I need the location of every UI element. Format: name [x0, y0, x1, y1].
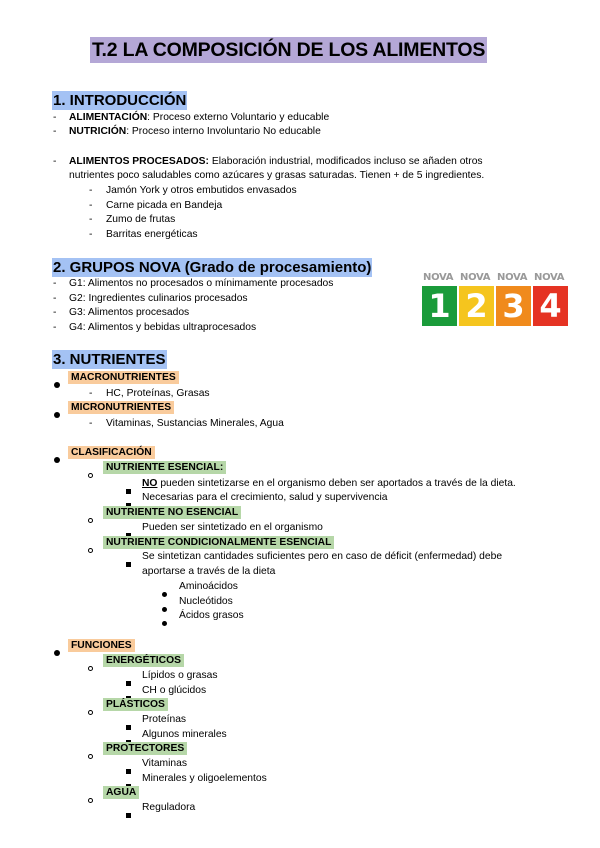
- condicional-line-1: Se sintetizan cantidades suficientes pero en caso de déficit (enfermedad) debe: [142, 551, 503, 562]
- alimentacion-desc: : Proceso externo Voluntario y educable: [147, 112, 330, 123]
- macronutrientes-label: MACRONUTRIENTES: [68, 371, 179, 384]
- funciones-label: FUNCIONES: [68, 639, 135, 652]
- nova-group-item: G1: Alimentos no procesados o mínimamente procesados: [69, 278, 334, 289]
- plasticos-label: PLÁSTICOS: [103, 698, 168, 711]
- protectores-label: PROTECTORES: [103, 742, 187, 755]
- nova-group-item: G2: Ingredientes culinarios procesados: [69, 293, 248, 304]
- esencial-line-1: [142, 477, 516, 490]
- esencial-label: NUTRIENTE ESENCIAL:: [103, 461, 226, 474]
- processed-desc-2: nutrientes poco saludables como azúcares y grasas saturadas. Tienen + de 5 ingredientes.: [69, 170, 485, 181]
- plasticos-item: Proteínas: [142, 714, 187, 725]
- dash-marker: -: [89, 214, 93, 225]
- nova-label-1: NOVA: [423, 272, 454, 283]
- nutricion-desc: : Proceso interno Involuntario No educable: [126, 126, 321, 137]
- ring-bullet-icon: [88, 658, 93, 676]
- processed-desc-1: Elaboración industrial, modificados incluso se añaden otros: [208, 156, 483, 167]
- ring-bullet-icon: [88, 746, 93, 764]
- processed-term: ALIMENTOS PROCESADOS:: [69, 156, 209, 167]
- nova-box-3: 3: [496, 286, 531, 326]
- ring-bullet-icon: [88, 465, 93, 483]
- section-1-heading: 1. INTRODUCCIÓN: [53, 92, 187, 109]
- example-item: Zumo de frutas: [106, 214, 176, 225]
- dash-marker: -: [53, 293, 57, 304]
- nova-label-4: NOVA: [534, 272, 565, 283]
- agua-label: AGUA: [103, 786, 139, 799]
- no-esencial-label: NUTRIENTE NO ESENCIAL: [103, 506, 241, 519]
- alimentacion-item: [69, 111, 329, 124]
- dash-marker: -: [53, 322, 57, 333]
- section-3-heading: 3. NUTRIENTES: [53, 351, 166, 368]
- square-bullet-icon: [126, 805, 131, 823]
- esencial-text-1: pueden sintetizarse en el organismo deben ser aportados a través de la dieta.: [157, 478, 516, 489]
- esencial-line-2: Necesarias para el crecimiento, salud y supervivencia: [142, 492, 388, 503]
- ring-bullet-icon: [88, 790, 93, 808]
- nutricion-term: NUTRICIÓN: [69, 126, 127, 137]
- condicional-item: Nucleótidos: [179, 596, 233, 607]
- macro-item: HC, Proteínas, Grasas: [106, 388, 210, 399]
- condicional-line-2: aportarse a través de la dieta: [142, 566, 276, 577]
- nova-group-item: G4: Alimentos y bebidas ultraprocesados: [69, 322, 257, 333]
- energeticos-item: CH o glúcidos: [142, 685, 207, 696]
- esencial-no: NO: [142, 478, 158, 489]
- example-item: Barritas energéticas: [106, 229, 198, 240]
- nova-box-1: 1: [422, 286, 457, 326]
- dash-marker: -: [53, 156, 57, 167]
- plasticos-item: Algunos minerales: [142, 729, 227, 740]
- dash-marker: -: [53, 112, 57, 123]
- nova-box-4: 4: [533, 286, 568, 326]
- dash-marker: -: [53, 307, 57, 318]
- micronutrientes-label: MICRONUTRIENTES: [68, 401, 174, 414]
- example-item: Carne picada en Bandeja: [106, 200, 223, 211]
- dash-marker: -: [53, 278, 57, 289]
- nova-group-item: G3: Alimentos procesados: [69, 307, 190, 318]
- bullet-icon: [54, 643, 60, 661]
- section-2-heading: 2. GRUPOS NOVA (Grado de procesamiento): [53, 259, 372, 276]
- page-title: T.2 LA COMPOSICIÓN DE LOS ALIMENTOS: [92, 39, 486, 61]
- alimentacion-term: ALIMENTACIÓN: [69, 112, 148, 123]
- condicional-item: Ácidos grasos: [179, 610, 244, 621]
- protectores-item: Vitaminas: [142, 758, 188, 769]
- dash-marker: -: [89, 418, 93, 429]
- square-bullet-icon: [126, 554, 131, 572]
- processed-line-1: [69, 155, 483, 168]
- no-esencial-line-1: Pueden ser sintetizado en el organismo: [142, 522, 323, 533]
- condicional-item: Aminoácidos: [179, 581, 238, 592]
- bullet-icon: [54, 450, 60, 468]
- energeticos-item: Lípidos o grasas: [142, 670, 218, 681]
- clasificacion-label: CLASIFICACIÓN: [68, 446, 155, 459]
- bullet-icon: [54, 375, 60, 393]
- ring-bullet-icon: [88, 540, 93, 558]
- example-item: Jamón York y otros embutidos envasados: [106, 185, 297, 196]
- dash-marker: -: [89, 388, 93, 399]
- dot-bullet-icon: [162, 613, 167, 631]
- ring-bullet-icon: [88, 510, 93, 528]
- nova-label-2: NOVA: [460, 272, 491, 283]
- nova-box-2: 2: [459, 286, 494, 326]
- micro-item: Vitaminas, Sustancias Minerales, Agua: [106, 418, 284, 429]
- dash-marker: -: [89, 185, 93, 196]
- agua-item: Reguladora: [142, 802, 196, 813]
- ring-bullet-icon: [88, 702, 93, 720]
- energeticos-label: ENERGÉTICOS: [103, 654, 184, 667]
- nutricion-item: [69, 125, 321, 138]
- nova-label-3: NOVA: [497, 272, 528, 283]
- bullet-icon: [54, 405, 60, 423]
- condicional-label: NUTRIENTE CONDICIONALMENTE ESENCIAL: [103, 536, 334, 549]
- protectores-item: Minerales y oligoelementos: [142, 773, 267, 784]
- dash-marker: -: [89, 229, 93, 240]
- dash-marker: -: [53, 126, 57, 137]
- dash-marker: -: [89, 200, 93, 211]
